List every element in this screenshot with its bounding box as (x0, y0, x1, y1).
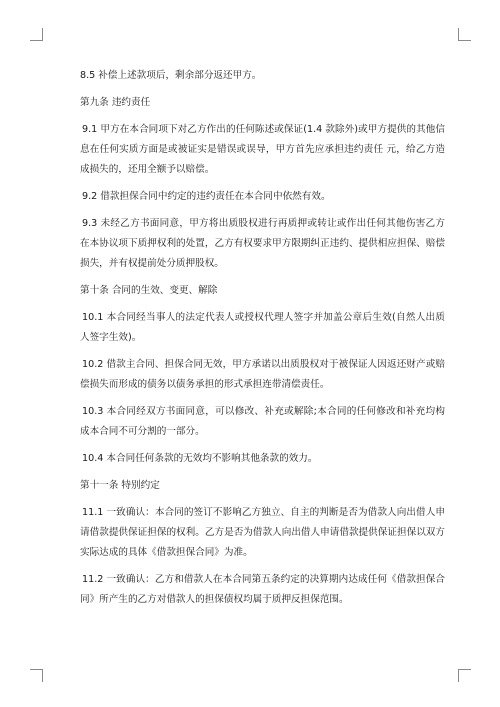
article-10-heading: 第十条 合同的生效、变更、解除 (80, 285, 218, 296)
crop-mark-top-right (458, 28, 471, 41)
clause-11-2: 11.2 一致确认：乙方和借款人在本合同第五条约定的决算期内达成任何《借款担保合同》所产生的乙方对借款人的担保债权均属于质押反担保范围。 (80, 574, 445, 605)
document-body (80, 66, 445, 610)
clause-11-1: 11.1 一致确认：本合同的签订不影响乙方独立、自主的判断是否为借款人向出借人申请借款提供保证担保的权利。乙方是否为借款人向出借人申请借款提供保证担保以双方实际达成的具体《借款担保合同》为准。 (80, 507, 445, 558)
crop-mark-top-left (30, 28, 43, 41)
crop-mark-bottom-right (458, 669, 471, 682)
clause-9-2: 9.2 借款担保合同中约定的违约责任在本合同中依然有效。 (82, 191, 331, 202)
clause-10-2: 10.2 借款主合同、担保合同无效，甲方承诺以出质股权对于被保证人因返还财产或赔偿损失而形成的债务以债务承担的形式承担连带清偿责任。 (80, 359, 445, 390)
article-11-heading: 第十一条 特别约定 (80, 480, 160, 491)
clause-10-4: 10.4 本合同任何条款的无效均不影响其他条款的效力。 (82, 453, 318, 464)
crop-mark-bottom-left (30, 669, 43, 682)
clause-9-3: 9.3 未经乙方书面同意，甲方将出质股权进行再质押或转让或作出任何其他伤害乙方在本协议项下质押权利的处置，乙方有权要求甲方限期纠正违约、提供相应担保、赔偿损失，并有权提前处分质押股权。 (80, 218, 445, 269)
article-9-heading: 第九条 违约责任 (80, 97, 151, 108)
clause-9-1: 9.1 甲方在本合同项下对乙方作出的任何陈述或保证(1.4 款除外)或甲方提供的其他信息在任何实质方面是或被证实是错误或误导，甲方首先应承担违约责任 元，给乙方造成损失的，还用全额予以赔偿。 (80, 124, 445, 175)
clause-10-1: 10.1 本合同经当事人的法定代表人或授权代理人签字并加盖公章后生效(自然人出质人签字生效)。 (80, 312, 445, 343)
clause-8-5: 8.5 补偿上述款项后，剩余部分返还甲方。 (80, 70, 262, 81)
clause-10-3: 10.3 本合同经双方书面同意，可以修改、补充或解除;本合同的任何修改和补充均构成本合同不可分割的一部分。 (80, 406, 445, 437)
